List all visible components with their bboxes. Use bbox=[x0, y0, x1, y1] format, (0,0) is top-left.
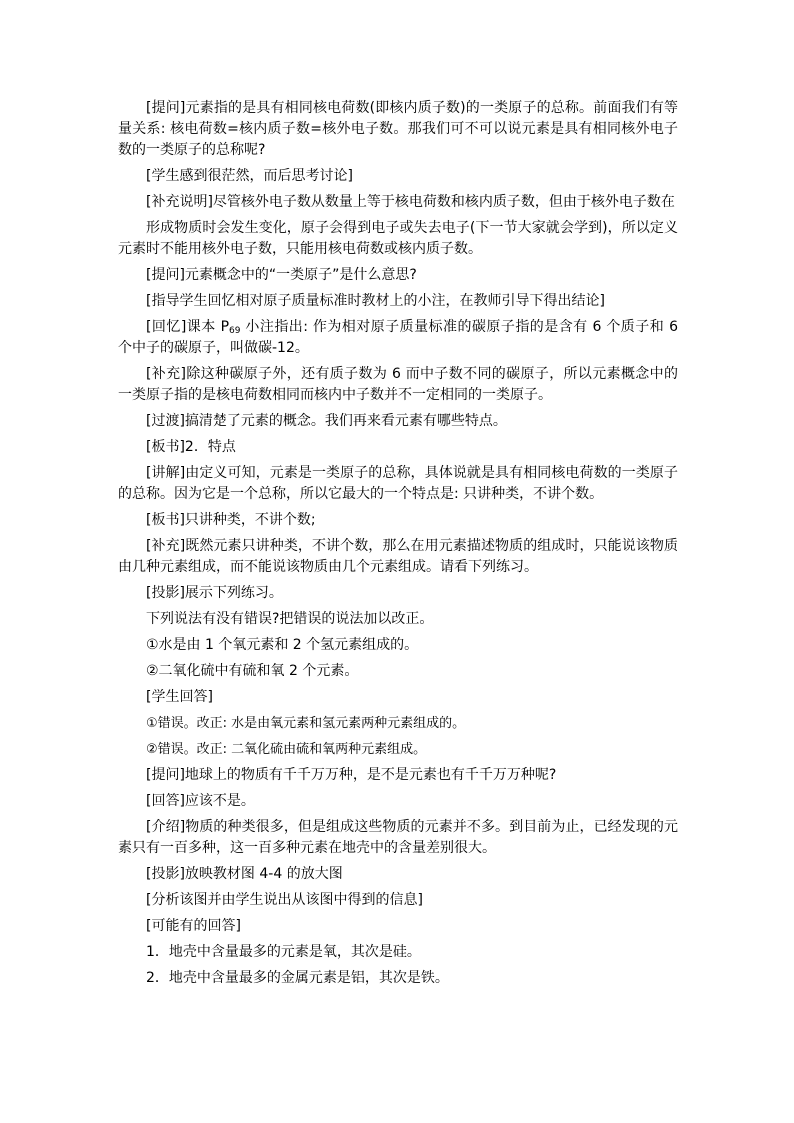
possible-answer-item: 1．地壳中含量最多的元素是氧，其次是硅。 bbox=[146, 944, 421, 960]
exercise-item: ①水是由 1 个氧元素和 2 个氢元素组成的。 bbox=[146, 637, 419, 653]
student-reaction: [学生感到很茫然，而后思考讨论] bbox=[146, 168, 353, 184]
answer-item: ①错误。改正: 水是由氧元素和氢元素两种元素组成的。 bbox=[146, 716, 466, 731]
board-note: [板书]只讲种类，不讲个数; bbox=[146, 512, 316, 528]
recall-text-after: 小注指出: 作为相对原子质量标准的碳原子指的是含有 6 个质子和 6 个中子的碳原子，叫做碳-12。 bbox=[118, 319, 678, 356]
board-note: [板书]2．特点 bbox=[146, 439, 236, 455]
analysis-note: [分析该图并由学生说出从该图中得到的信息] bbox=[146, 892, 423, 908]
possible-answer-item: 2．地壳中含量最多的金属元素是铝，其次是铁。 bbox=[146, 970, 449, 986]
answer-item: ②错误。改正: 二氧化硫由硫和氧两种元素组成。 bbox=[146, 742, 427, 757]
possible-answers-heading: [可能有的回答] bbox=[146, 918, 241, 934]
supplement-paragraph: [补充]除这种碳原子外，还有质子数为 6 而中子数不同的碳原子，所以元素概念中的一类原子指的是核电荷数相同而核内中子数并不一定相同的一类原子。 bbox=[118, 366, 678, 403]
supplement-paragraph: [补充说明]尽管核外电子数从数量上等于核电荷数和核内质子数，但由于核外电子数在 bbox=[146, 194, 675, 210]
document-page bbox=[118, 98, 678, 994]
answer-paragraph: [回答]应该不是。 bbox=[146, 793, 255, 809]
exercise-item: ②二氧化硫中有硫和氧 2 个元素。 bbox=[146, 663, 359, 679]
supplement-paragraph: [补充]既然元素只讲种类，不讲个数，那么在用元素描述物质的组成时，只能说该物质由几种元素组成，而不能说该物质由几个元素组成。请看下列练习。 bbox=[118, 538, 678, 575]
projection-note: [投影]展示下列练习。 bbox=[146, 585, 283, 601]
recall-text-before: [回忆]课本 P bbox=[146, 319, 230, 335]
transition-paragraph: [过渡]搞清楚了元素的概念。我们再来看元素有哪些特点。 bbox=[146, 413, 507, 429]
page-number-subscript: 69 bbox=[229, 326, 241, 336]
student-answer-heading: [学生回答] bbox=[146, 689, 213, 705]
exercise-prompt: 下列说法有没有错误?把错误的说法加以改正。 bbox=[146, 611, 434, 627]
lecture-paragraph: [讲解]由定义可知，元素是一类原子的总称，具体说就是具有相同核电荷数的一类原子的总称。因为它是一个总称，所以它最大的一个特点是: 只讲种类，不讲个数。 bbox=[118, 465, 678, 502]
question-paragraph: [提问]元素指的是具有相同核电荷数(即核内质子数)的一类原子的总称。前面我们有等量关系: 核电荷数=核内质子数=核外电子数。那我们可不可以说元素是具有相同核外电子数的一类原子的总称呢? bbox=[118, 100, 678, 158]
supplement-continued: 形成物质时会发生变化，原子会得到电子或失去电子(下一节大家就会学到)，所以定义元素时不能用核外电子数，只能用核电荷数或核内质子数。 bbox=[118, 220, 678, 257]
projection-note: [投影]放映教材图 4-4 的放大图 bbox=[146, 866, 343, 882]
question-paragraph: [提问]元素概念中的“一类原子”是什么意思? bbox=[146, 267, 417, 283]
guidance-paragraph: [指导学生回忆相对原子质量标准时教材上的小注，在教师引导下得出结论] bbox=[146, 293, 605, 309]
recall-paragraph bbox=[118, 317, 678, 359]
introduction-paragraph: [介绍]物质的种类很多，但是组成这些物质的元素并不多。到目前为止，已经发现的元素只有一百多种，这一百多种元素在地壳中的含量差别很大。 bbox=[118, 819, 678, 856]
question-paragraph: [提问]地球上的物质有千千万万种，是不是元素也有千千万万种呢? bbox=[146, 767, 557, 783]
